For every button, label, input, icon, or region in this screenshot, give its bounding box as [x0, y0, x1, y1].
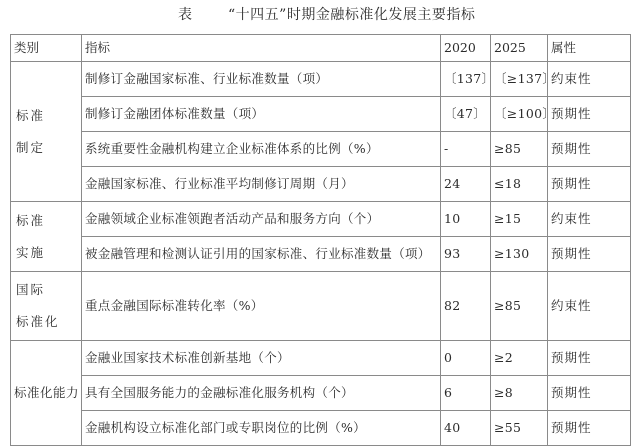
value-2025: ≥15 — [491, 202, 548, 237]
attribute-cell: 约束性 — [548, 62, 631, 97]
indicator-cell: 重点金融国际标准转化率（%） — [82, 272, 441, 341]
table-header-row — [11, 35, 631, 62]
header-category: 类别 — [11, 35, 82, 62]
indicator-cell: 制修订金融国家标准、行业标准数量（项） — [82, 62, 441, 97]
attribute-cell: 预期性 — [548, 341, 631, 376]
attribute-cell: 约束性 — [548, 272, 631, 341]
table-row — [11, 341, 631, 376]
category-line: 标准 — [16, 212, 46, 228]
header-2025: 2025 — [491, 35, 548, 62]
value-2020: 82 — [441, 272, 491, 341]
value-2020: 93 — [441, 237, 491, 272]
value-2025: ≥8 — [491, 376, 548, 411]
value-2025: ≥85 — [491, 132, 548, 167]
attribute-cell: 预期性 — [548, 167, 631, 202]
category-line: 标准化 — [16, 314, 60, 329]
table-row — [11, 62, 631, 97]
category-line: 实施 — [16, 244, 46, 260]
value-2025: ≤18 — [491, 167, 548, 202]
attribute-cell: 预期性 — [548, 376, 631, 411]
table-label: 表 — [178, 7, 193, 23]
attribute-cell: 预期性 — [548, 237, 631, 272]
table-caption — [0, 4, 640, 26]
value-2025: 〔≥100〕 — [491, 97, 548, 132]
indicator-cell: 系统重要性金融机构建立企业标准体系的比例（%） — [82, 132, 441, 167]
indicator-cell: 具有全国服务能力的金融标准化服务机构（个） — [82, 376, 441, 411]
value-2020: 24 — [441, 167, 491, 202]
indicator-cell: 金融国家标准、行业标准平均制修订周期（月） — [82, 167, 441, 202]
value-2020: 0 — [441, 341, 491, 376]
value-2020: - — [441, 132, 491, 167]
value-2020: 〔47〕 — [441, 97, 491, 132]
table-row — [11, 272, 631, 341]
value-2025: 〔≥137〕 — [491, 62, 548, 97]
table-row — [11, 97, 631, 132]
header-2020: 2020 — [441, 35, 491, 62]
category-standard-setting — [11, 62, 82, 202]
category-standard-implementation — [11, 202, 82, 272]
attribute-cell: 约束性 — [548, 202, 631, 237]
table-row — [11, 376, 631, 411]
attribute-cell: 预期性 — [548, 97, 631, 132]
category-line: 制定 — [16, 139, 46, 155]
category-line: 国际 — [16, 282, 46, 297]
header-attribute: 属性 — [548, 35, 631, 62]
value-2020: 〔137〕 — [441, 62, 491, 97]
category-international-standardization — [11, 272, 82, 341]
value-2025: ≥2 — [491, 341, 548, 376]
table-row — [11, 132, 631, 167]
table-row — [11, 237, 631, 272]
table-row — [11, 202, 631, 237]
attribute-cell: 预期性 — [548, 132, 631, 167]
attribute-cell: 预期性 — [548, 411, 631, 446]
value-2020: 10 — [441, 202, 491, 237]
indicator-table — [10, 34, 631, 446]
value-2025: ≥55 — [491, 411, 548, 446]
value-2020: 40 — [441, 411, 491, 446]
table-title: “十四五”时期金融标准化发展主要指标 — [228, 7, 476, 23]
category-line: 标准 — [16, 107, 46, 123]
value-2025: ≥85 — [491, 272, 548, 341]
category-standardization-capacity: 标准化能力 — [11, 341, 82, 446]
table-row — [11, 411, 631, 446]
value-2025: ≥130 — [491, 237, 548, 272]
value-2020: 6 — [441, 376, 491, 411]
header-indicator: 指标 — [82, 35, 441, 62]
indicator-cell: 金融机构设立标准化部门或专职岗位的比例（%） — [82, 411, 441, 446]
table-row — [11, 167, 631, 202]
indicator-cell: 金融领域企业标准领跑者活动产品和服务方向（个） — [82, 202, 441, 237]
indicator-cell: 金融业国家技术标准创新基地（个） — [82, 341, 441, 376]
indicator-cell: 被金融管理和检测认证引用的国家标准、行业标准数量（项） — [82, 237, 441, 272]
indicator-cell: 制修订金融团体标准数量（项） — [82, 97, 441, 132]
